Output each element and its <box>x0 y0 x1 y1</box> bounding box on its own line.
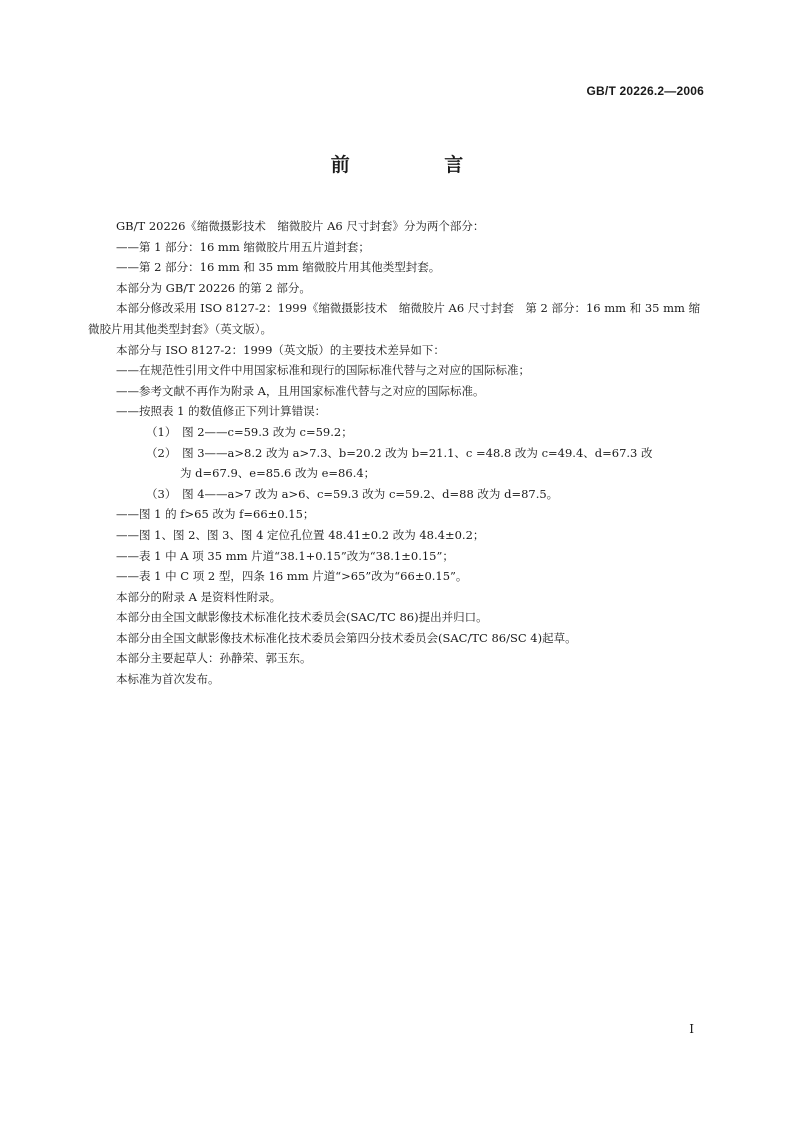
paragraph: ——图 1、图 2、图 3、图 4 定位孔位置 48.41±0.2 改为 48.4±0.2； <box>116 527 485 542</box>
paragraph: 本部分由全国文献影像技术标准化技术委员会第四分技术委员会(SAC/TC 86/SC 4)起草。 <box>116 630 577 645</box>
paragraph: 本标准为首次发布。 <box>116 672 220 687</box>
paragraph: ——图 1 的 f>65 改为 f=66±0.15； <box>116 507 315 522</box>
paragraph: GB/T 20226《缩微摄影技术 缩微胶片 A6 尺寸封套》分为两个部分： <box>116 219 485 233</box>
paragraph: ——参考文献不再作为附录 A，且用国家标准代替与之对应的国际标准。 <box>116 383 485 398</box>
foreword-body <box>88 216 708 690</box>
page-number: I <box>689 1022 694 1036</box>
paragraph: 为 d=67.9、e=85.6 改为 e=86.4； <box>180 466 376 481</box>
paragraph: ——表 1 中 A 项 35 mm 片道“38.1+0.15”改为“38.1±0.15”； <box>116 548 454 563</box>
paragraph: 本部分的附录 A 是资料性附录。 <box>116 589 282 604</box>
paragraph: 本部分为 GB/T 20226 的第 2 部分。 <box>116 280 311 295</box>
paragraph: 本部分主要起草人：孙静荣、郭玉东。 <box>116 651 312 666</box>
page-title: 前 言 <box>330 154 508 176</box>
paragraph: ——第 1 部分：16 mm 缩微胶片用五片道封套； <box>116 239 370 254</box>
document-number: GB/T 20226.2—2006 <box>586 84 704 98</box>
paragraph: （2） 图 3——a>8.2 改为 a>7.3、b=20.2 改为 b=21.1、c =48.8 改为 c=49.4、d=67.3 改 <box>146 445 653 460</box>
paragraph: 本部分由全国文献影像技术标准化技术委员会(SAC/TC 86)提出并归口。 <box>116 610 488 625</box>
paragraph: ——按照表 1 的数值修正下列计算错误： <box>116 404 327 419</box>
paragraph: （3） 图 4——a>7 改为 a>6、c=59.3 改为 c=59.2、d=88 改为 d=87.5。 <box>146 486 559 501</box>
paragraph: 本部分修改采用 ISO 8127-2：1999《缩微摄影技术 缩微胶片 A6 尺寸封套 第 2 部分：16 mm 和 35 mm 缩微胶片用其他类型封套》（英文版）。 <box>88 301 701 336</box>
paragraph: ——在规范性引用文件中用国家标准和现行的国际标准代替与之对应的国际标准； <box>116 363 530 378</box>
paragraph: ——表 1 中 C 项 2 型，四条 16 mm 片道“>65”改为“66±0.15”。 <box>116 569 468 584</box>
paragraph: 本部分与 ISO 8127-2：1999（英文版）的主要技术差异如下： <box>116 342 445 357</box>
paragraph: （1） 图 2——c=59.3 改为 c=59.2； <box>146 424 353 439</box>
paragraph: ——第 2 部分：16 mm 和 35 mm 缩微胶片用其他类型封套。 <box>116 260 441 275</box>
